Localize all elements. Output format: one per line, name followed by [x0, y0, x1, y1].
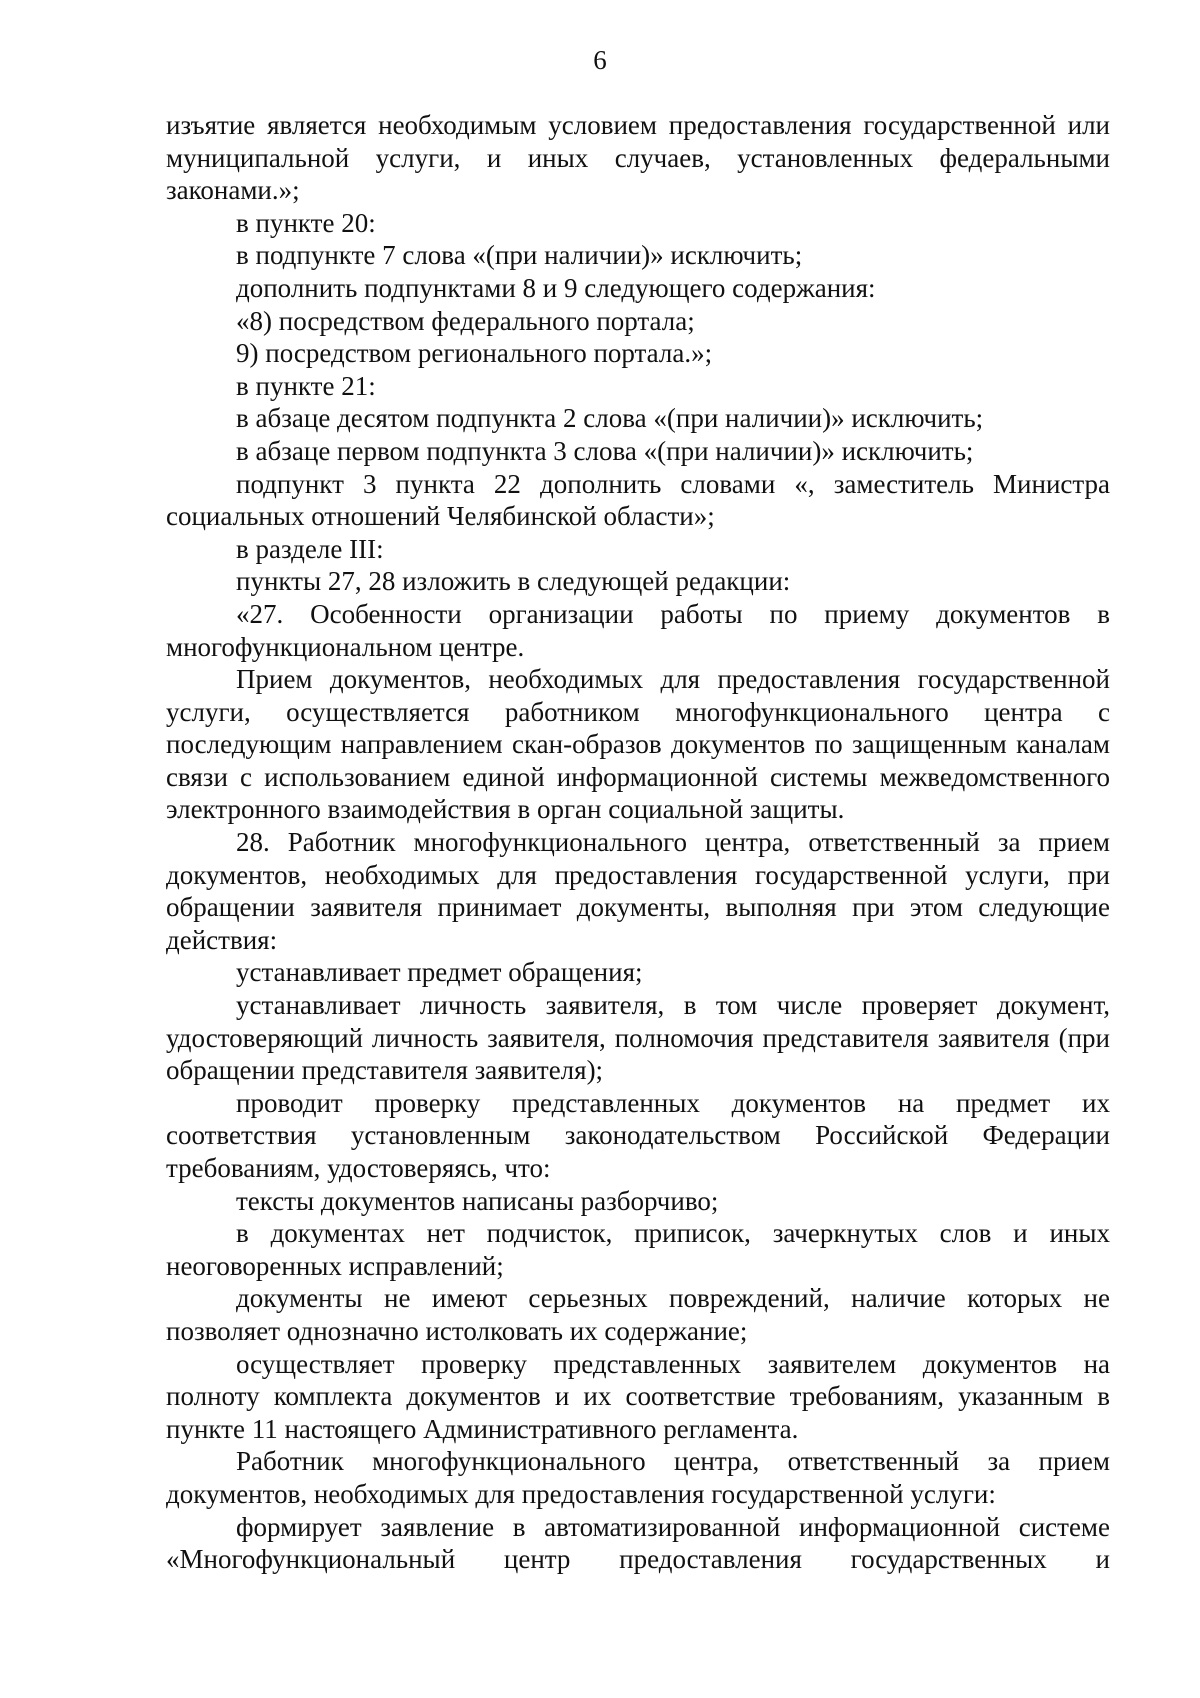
paragraph: осуществляет проверку представленных заявителем документов на полноту комплекта документов и их соответствие требованиям, указанным в пункте 11 настоящего Административного регламента.: [166, 1348, 1110, 1444]
paragraph: в пункте 20:: [236, 207, 376, 238]
paragraph: в абзаце десятом подпункта 2 слова «(при наличии)» исключить;: [236, 403, 984, 434]
paragraph: проводит проверку представленных документов на предмет их соответствия установленным законодательством Российской Федерации требованиям, удостоверяясь, что:: [166, 1087, 1110, 1183]
paragraph: пункты 27, 28 изложить в следующей редакции:: [236, 566, 791, 597]
paragraph: 9) посредством регионального портала.»;: [236, 338, 713, 369]
paragraph: в пункте 21:: [236, 370, 376, 401]
paragraph: дополнить подпунктами 8 и 9 следующего содержания:: [236, 272, 876, 303]
paragraph: Прием документов, необходимых для предоставления государственной услуги, осуществляется работником многофункционального центра с последующим направлением скан-образов документов по защищенным каналам связи с использованием единой информационной системы межведомственного электронного взаимодействия в орган социальной защиты.: [166, 664, 1110, 825]
paragraph: устанавливает предмет обращения;: [236, 957, 643, 988]
paragraph: подпункт 3 пункта 22 дополнить словами «, заместитель Министра социальных отношений Челябинской области»;: [166, 468, 1110, 532]
document-body: [166, 109, 1110, 1576]
paragraph: в абзаце первом подпункта 3 слова «(при наличии)» исключить;: [236, 435, 974, 466]
paragraph: формирует заявление в автоматизированной информационной системе «Многофункциональный центр предоставления государственных и: [166, 1511, 1110, 1575]
paragraph: в подпункте 7 слова «(при наличии)» исключить;: [236, 240, 803, 271]
paragraph: в разделе III:: [236, 533, 384, 564]
paragraph: изъятие является необходимым условием предоставления государственной или муниципальной услуги, и иных случаев, установленных федеральными законами.»;: [166, 110, 1110, 206]
paragraph: «27. Особенности организации работы по приему документов в многофункциональном центре.: [166, 598, 1110, 662]
paragraph: тексты документов написаны разборчиво;: [236, 1185, 719, 1216]
paragraph: устанавливает личность заявителя, в том числе проверяет документ, удостоверяющий личность заявителя, полномочия представителя заявителя (при обращении представителя заявителя);: [166, 990, 1110, 1086]
paragraph: в документах нет подчисток, приписок, зачеркнутых слов и иных неоговоренных исправлений;: [166, 1218, 1110, 1281]
paragraph: «8) посредством федерального портала;: [236, 305, 695, 336]
paragraph: Работник многофункционального центра, ответственный за прием документов, необходимых для предоставления государственной услуги:: [166, 1446, 1110, 1509]
page-number: 6: [593, 45, 607, 75]
paragraph: 28. Работник многофункционального центра, ответственный за прием документов, необходимых для предоставления государственной услуги, при обращении заявителя принимает документы, выполняя при этом следующие действия:: [166, 827, 1110, 955]
paragraph: документы не имеют серьезных повреждений, наличие которых не позволяет однозначно истолковать их содержание;: [166, 1283, 1110, 1346]
